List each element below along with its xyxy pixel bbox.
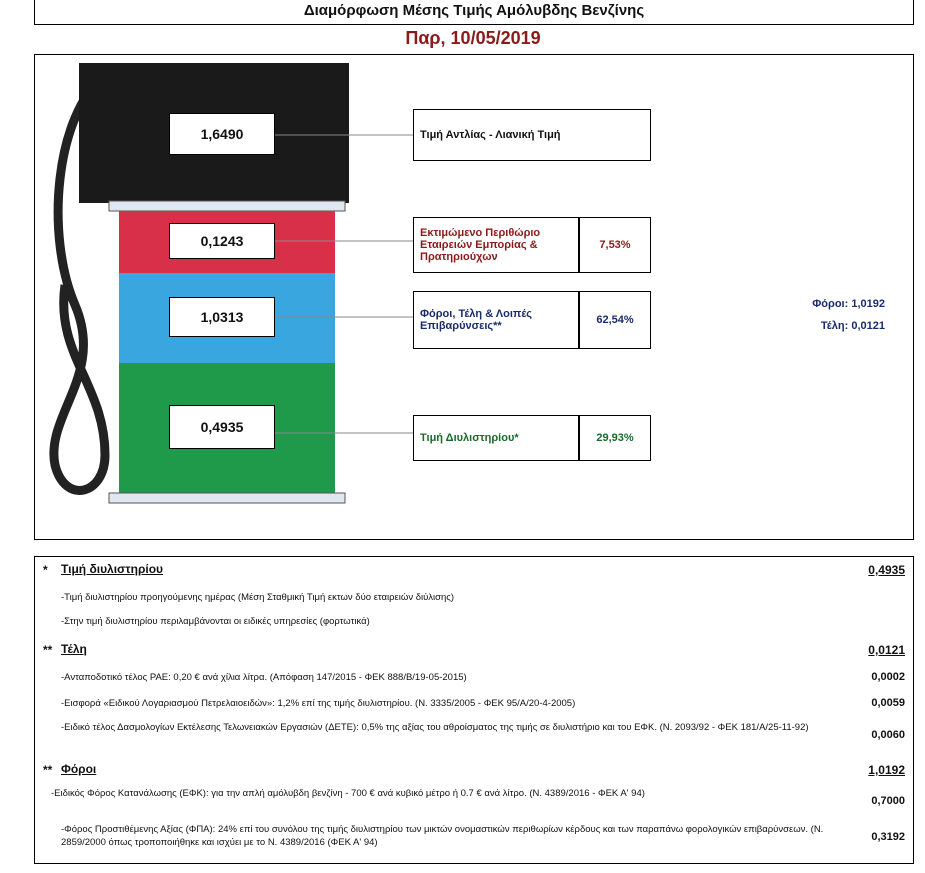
taxes-item-text: -Ειδικός Φόρος Κατανάλωσης (ΕΦΚ): για την απλή αμόλυβδη βενζίνη - 700 € ανά κυβικό μέτρο ή 0.7 € ανά λίτρο. (Ν. 4389/2016 - ΦΕΚ Α' 94)	[51, 788, 645, 799]
refinery-title: Τιμή διυλιστηρίου	[61, 562, 164, 576]
pump-ring-top	[109, 201, 345, 211]
fees-item-amount: 0,0060	[871, 729, 905, 741]
taxes-bullet: **	[43, 763, 53, 777]
chart-frame	[34, 54, 914, 540]
taxes-item-text: -Φόρος Προστιθέμενης Αξίας (ΦΠΑ): 24% επί του συνόλου της τιμής διυλιστηρίου των μικτών ονομαστικών περιθωρίων κέρδους και των παραπάνω φορολογικών επιβαρύνσεων. (Ν. 2859/2000 όπως τροποποιήθηκε και ισχύει με το Ν. 4389/2016 (ΦΕΚ Α' 94)	[61, 824, 824, 848]
taxes-label: Φόροι, Τέλη & Λοιπές Επιβαρύνσεις**	[413, 291, 579, 349]
taxes-amount: 1,0192	[868, 763, 905, 777]
refinery-line-text: -Τιμή διυλιστηρίου προηγούμενης ημέρας (Μέση Σταθμική Τιμή εκτων δύο εταιρειών διύλισης)	[61, 592, 455, 603]
refinery-value: 0,4935	[169, 405, 275, 449]
fees-item-amount: 0,0002	[871, 671, 905, 683]
fees-amount: 0,0121	[868, 643, 905, 657]
refinery-percent: 29,93%	[579, 415, 651, 461]
fees-item-amount: 0,0059	[871, 697, 905, 709]
side-taxes-value: 1,0192	[851, 298, 885, 310]
side-taxes-label: Φόροι:	[812, 298, 849, 310]
margin-label: Εκτιμώμενο Περιθώριο Εταιρειών Εμπορίας & Πρατηριούχων	[413, 217, 579, 273]
refinery-line-text: -Στην τιμή διυλιστηρίου περιλαμβάνονται οι ειδικές υπηρεσίες (φορτωτικά)	[61, 616, 370, 627]
taxes-title: Φόροι	[61, 762, 97, 776]
side-fees-label: Τέλη:	[820, 320, 849, 332]
taxes-percent: 62,54%	[579, 291, 651, 349]
pump-ring-bottom	[109, 493, 345, 503]
refinery-bullet: *	[43, 563, 48, 577]
side-taxes	[735, 298, 885, 310]
fees-bullet: **	[43, 643, 53, 657]
pump-price-label: Τιμή Αντλίας - Λιανική Τιμή	[413, 109, 651, 161]
side-fees	[735, 320, 885, 332]
side-fees-value: 0,0121	[851, 320, 885, 332]
margin-value: 0,1243	[169, 223, 275, 259]
fees-item-text: -Ειδικό τέλος Δασμολογίων Εκτέλεσης Τελωνειακών Εργασιών (ΔΕΤΕ): 0,5% της αξίας του αθροίσματος της τιμής σε διυλιστήριο και του ΕΦΚ. (Ν. 2093/92 - ΦΕΚ 181/Α/25-11-92)	[61, 722, 809, 733]
taxes-value: 1,0313	[169, 297, 275, 337]
taxes-item-amount: 0,3192	[871, 831, 905, 843]
notes-panel	[34, 556, 914, 864]
fees-item-text: -Εισφορά «Ειδικού Λογαριασμού Πετρελαιοειδών»: 1,2% επί της τιμής διυλιστηρίου. (Ν. 3335/2005 - ΦΕΚ 95/Α/20-4-2005)	[61, 698, 576, 709]
margin-percent: 7,53%	[579, 217, 651, 273]
refinery-label: Τιμή Διυλιστηρίου*	[413, 415, 579, 461]
chart-title: Διαμόρφωση Μέσης Τιμής Αμόλυβδης Βενζίνης	[34, 0, 914, 25]
taxes-item-amount: 0,7000	[871, 795, 905, 807]
fees-title: Τέλη	[61, 642, 87, 656]
pump-price-value: 1,6490	[169, 113, 275, 155]
fees-item-text: -Ανταποδοτικό τέλος ΡΑΕ: 0,20 € ανά χίλια λίτρα. (Απόφαση 147/2015 - ΦΕΚ 888/Β/19-05-2015)	[61, 672, 467, 683]
refinery-amount: 0,4935	[868, 563, 905, 577]
date-label: Παρ, 10/05/2019	[405, 28, 541, 48]
